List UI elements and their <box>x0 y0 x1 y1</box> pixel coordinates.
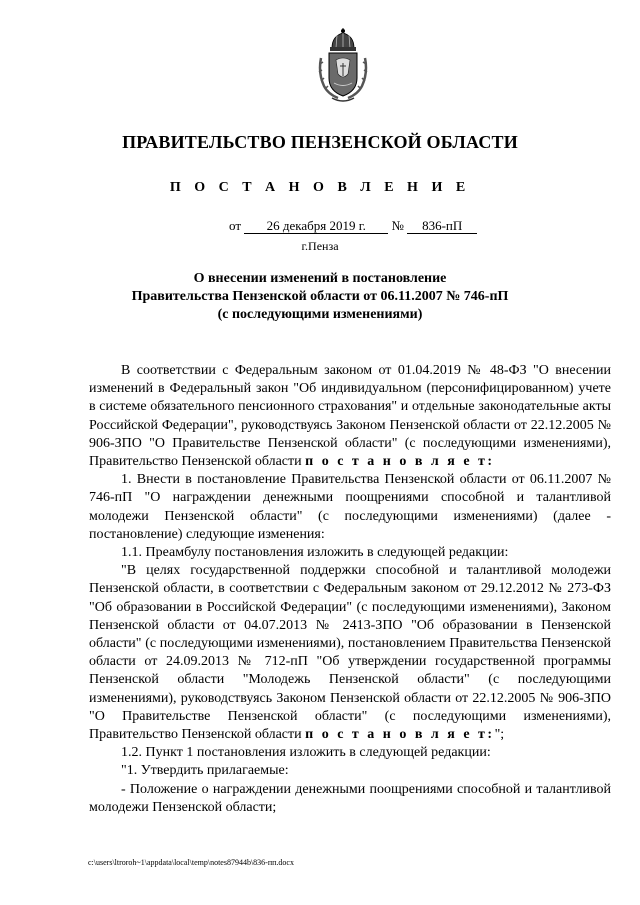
file-path-footer: c:\users\ltroroh~1\appdata\local\temp\notes87944b\836-пп.docx <box>88 858 294 867</box>
paragraph: 1.2. Пункт 1 постановления изложить в следующей редакции: <box>121 745 491 761</box>
paragraph: "В целях государственной поддержки способной и талантливой молодежи Пензенской области, в соответствии с Федеральным законом от 29.12.2012 № 273-ФЗ "Об образовании в Российской Федерации" (с последующими изменениями), Законом Пензенской области от 04.07.2013 № 2413-ЗПО "Об образовании в Пензенской области" (с последующими изменениями), постановлением Правительства Пензенской области от 24.09.2013 № 712-пП "Об утверждении государственной программы Пензенской области "Молодежь Пензенской области" (с последующими изменениями), руководствуясь Законом Пензенской области от 22.12.2005 № 906-ЗПО "О Правительстве Пензенской области" (с последующими изменениями), Правительство Пензенской области п о с т а н о в л я е т:"; <box>89 563 611 743</box>
date-prefix: от <box>229 218 242 233</box>
decree-emphasis: п о с т а н о в л я е т: <box>305 727 495 743</box>
document-subject <box>0 270 640 324</box>
paragraph: 1.1. Преамбулу постановления изложить в следующей редакции: <box>121 545 509 561</box>
paragraph: 1. Внести в постановление Правительства Пензенской области от 06.11.2007 № 746-пП "О награждении денежными поощрениями способной и талантливой молодежи Пензенской области" (с последующими изменениями) (далее - постановление) следующие изменения: <box>89 472 611 542</box>
document-date: 26 декабря 2019 г. <box>244 218 388 234</box>
number-prefix: № <box>391 218 404 233</box>
subject-line: (с последующими изменениями) <box>217 307 423 322</box>
paragraph: - Положение о награждении денежными поощрениями способной и талантливой молодежи Пензенской области; <box>89 781 611 815</box>
document-body <box>89 362 611 817</box>
paragraph: "1. Утвердить прилагаемые: <box>121 763 289 779</box>
document-type: П О С Т А Н О В Л Е Н И Е <box>169 180 471 195</box>
date-number-line <box>229 218 477 234</box>
city: г.Пенза <box>301 239 339 253</box>
coat-of-arms-icon <box>318 28 368 104</box>
subject-line: Правительства Пензенской области от 06.11.2007 № 746-пП <box>131 289 509 304</box>
organization-title: ПРАВИТЕЛЬСТВО ПЕНЗЕНСКОЙ ОБЛАСТИ <box>122 132 518 152</box>
decree-emphasis: п о с т а н о в л я е т: <box>305 454 495 470</box>
paragraph: В соответствии с Федеральным законом от 01.04.2019 № 48-ФЗ "О внесении изменений в Федеральный закон "Об индивидуальном (персонифицированном) учете в системе обязательного пенсионного страхования" и отдельные законодательные акты Российской Федерации", руководствуясь Законом Пензенской области от 22.12.2005 № 906-ЗПО "О Правительстве Пензенской области" (с последующими изменениями), Правительство Пензенской области п о с т а н о в л я е т: <box>89 363 611 470</box>
subject-line: О внесении изменений в постановление <box>193 271 447 286</box>
document-number: 836-пП <box>407 218 477 234</box>
